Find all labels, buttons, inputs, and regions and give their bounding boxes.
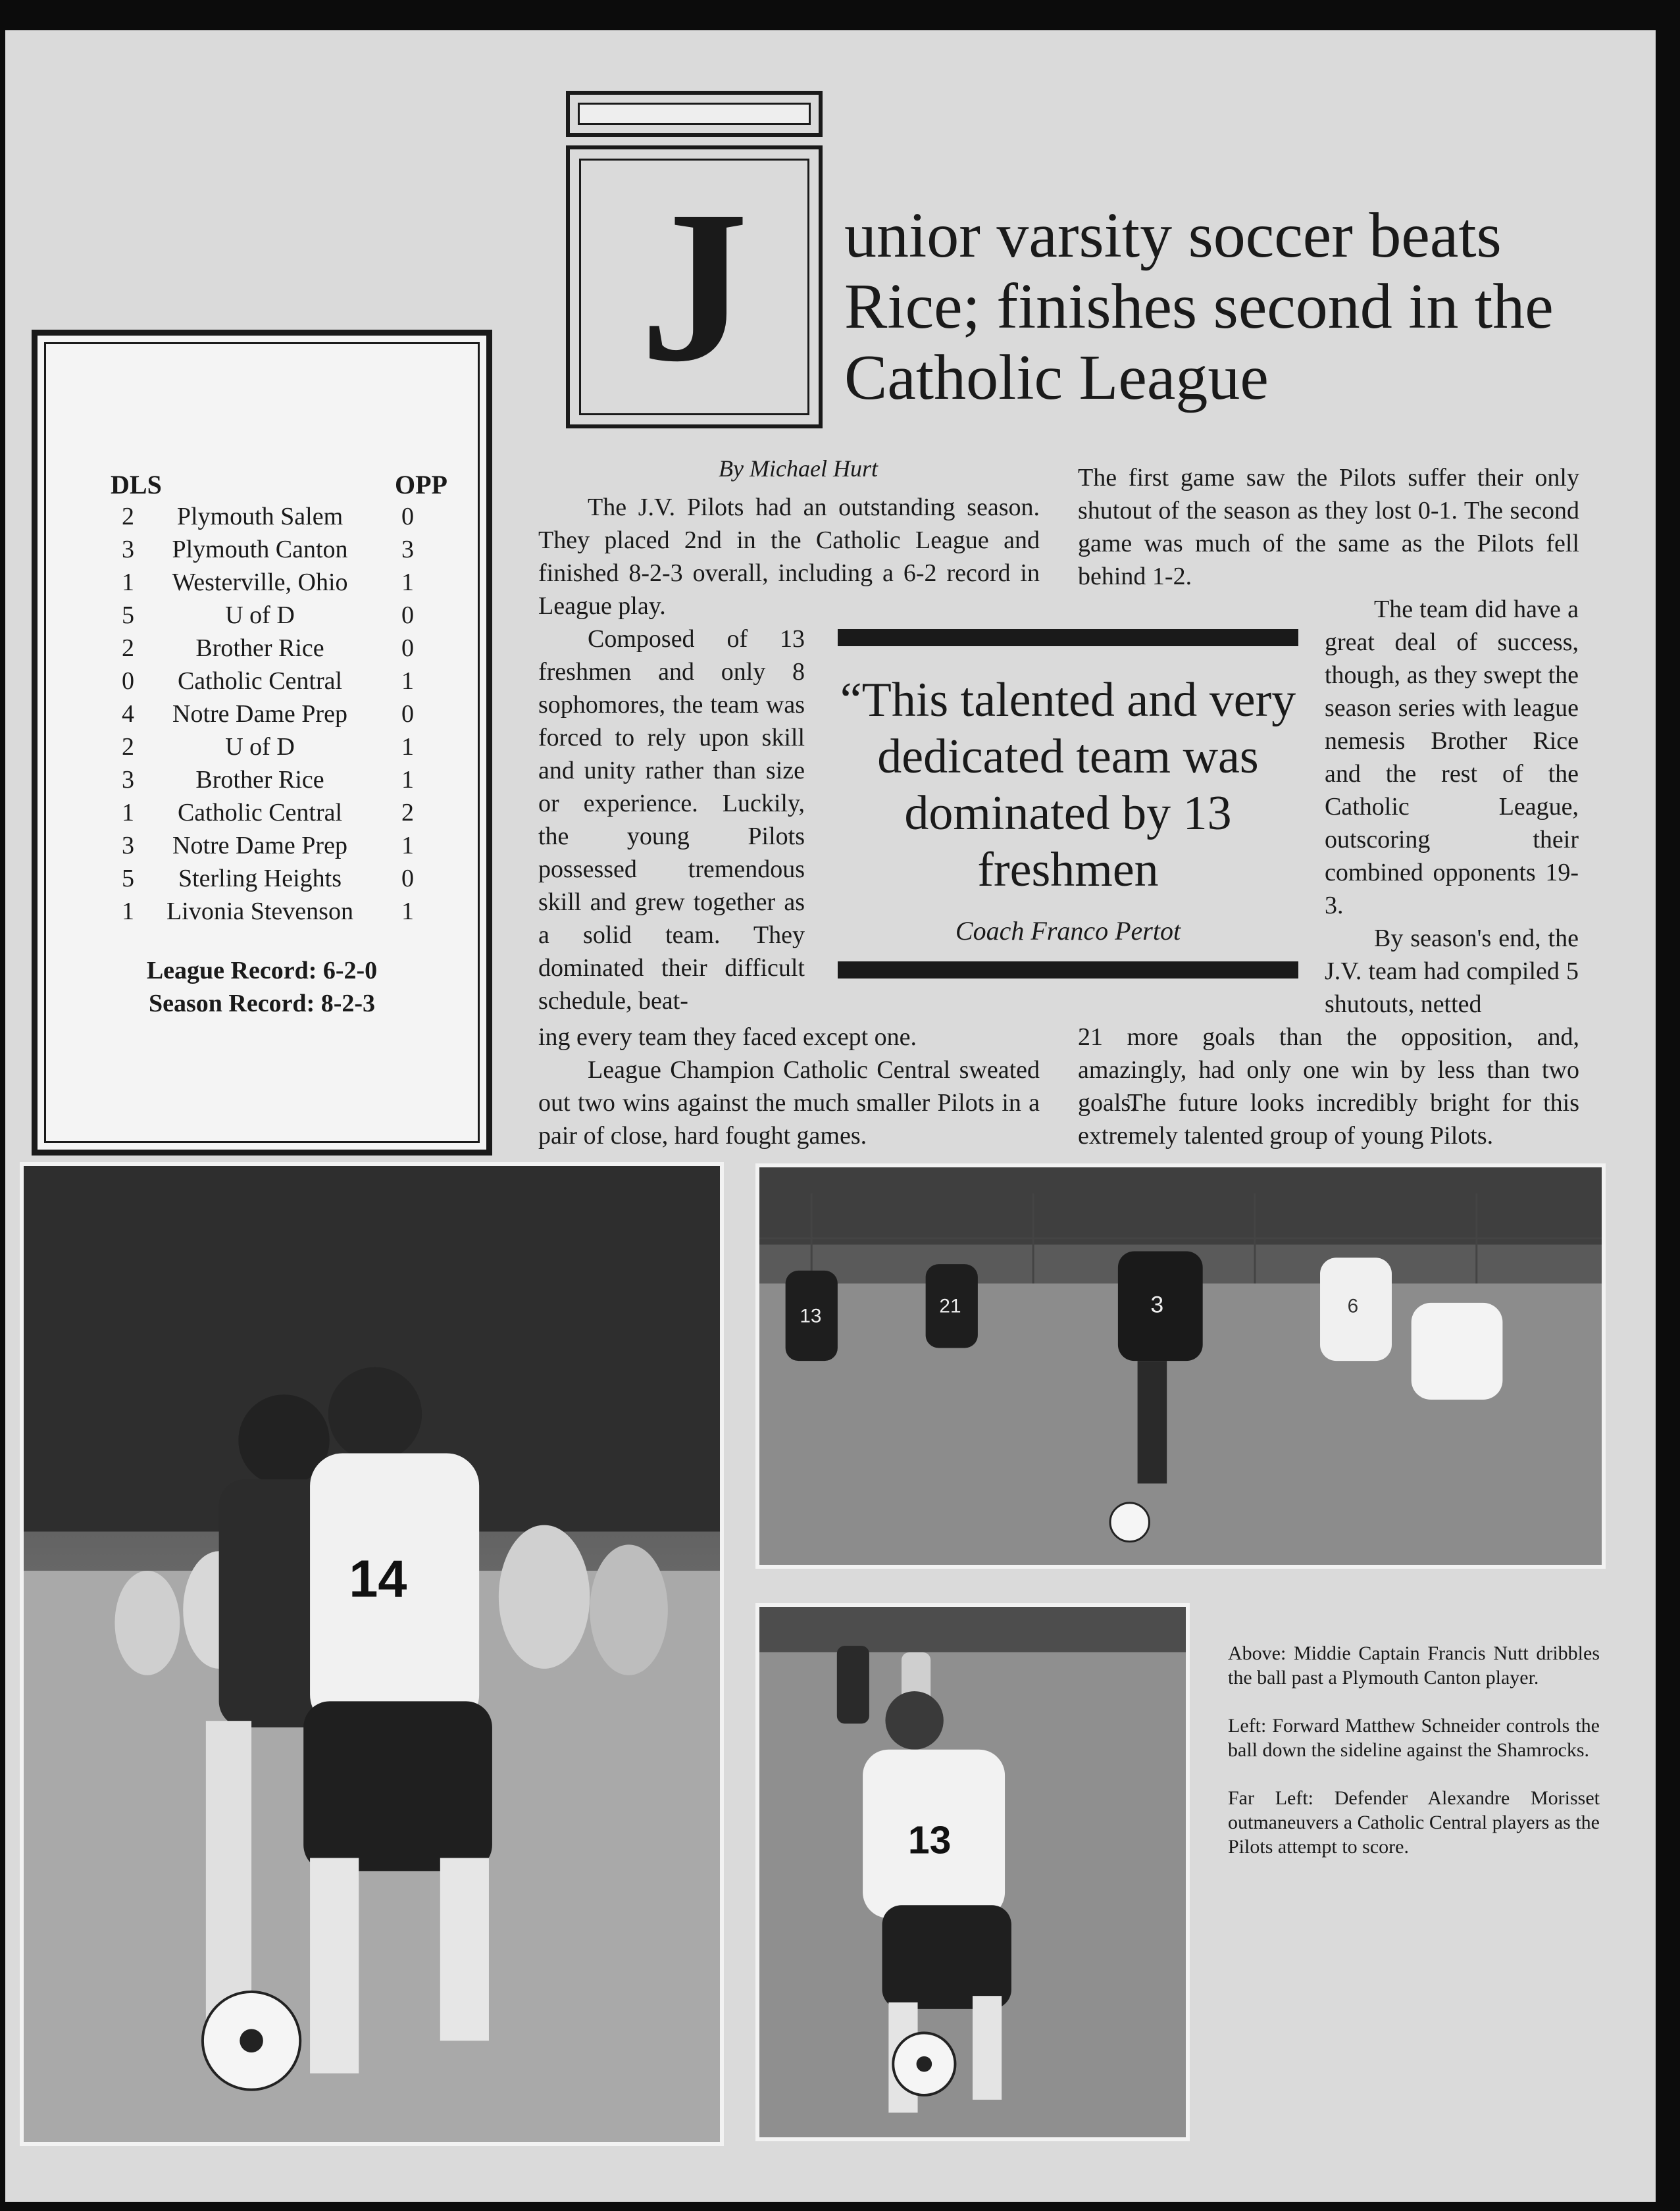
photo-top-right bbox=[755, 1163, 1606, 1569]
score-opponent: Sterling Heights bbox=[178, 865, 342, 892]
pullquote-rule-bottom bbox=[838, 961, 1298, 978]
score-opp: 0 bbox=[401, 634, 414, 662]
score-row bbox=[46, 667, 478, 699]
headline: unior varsity soccer beats Rice; finishes second in the Catholic League bbox=[844, 200, 1554, 413]
byline: By Michael Hurt bbox=[719, 455, 878, 482]
caption-far-left: Far Left: Defender Alexandre Morisset outmaneuvers a Catholic Central players as the Pilots attempt to score. bbox=[1228, 1787, 1600, 1858]
photo-captions bbox=[1228, 1641, 1600, 1883]
score-dls: 5 bbox=[122, 865, 134, 892]
photo-far-left bbox=[20, 1162, 724, 2146]
col2-paragraph-1: The first game saw the Pilots suffer their only shutout of the season as they lost 0-1. The second game was much of the same as the Pilots fell behind 1-2. bbox=[1078, 464, 1579, 590]
score-row bbox=[46, 634, 478, 667]
score-row bbox=[46, 502, 478, 535]
score-opponent: Plymouth Salem bbox=[176, 503, 344, 530]
score-opponent: Livonia Stevenson bbox=[166, 898, 353, 925]
score-row bbox=[46, 601, 478, 634]
score-opponent: U of D bbox=[225, 733, 295, 761]
score-opponent: Plymouth Canton bbox=[172, 536, 348, 563]
score-opponent: Catholic Central bbox=[177, 667, 343, 695]
col2-paragraph-4: The future looks incredibly bright for this extremely talented group of young Pilots. bbox=[1078, 1089, 1579, 1150]
score-dls: 1 bbox=[122, 569, 134, 596]
score-dls: 2 bbox=[122, 634, 134, 662]
score-opp: 0 bbox=[401, 503, 414, 530]
photo-bottom bbox=[755, 1603, 1190, 2141]
score-opp: 1 bbox=[401, 766, 414, 794]
score-row bbox=[46, 732, 478, 765]
score-opp: 1 bbox=[401, 667, 414, 695]
score-opp: 1 bbox=[401, 733, 414, 761]
col2-paragraph-2: The team did have a great deal of success, though, as they swept the season series with league nemesis Brother Rice and the rest of the Catholic League, outscoring their combined opponents 19-3. bbox=[1325, 596, 1579, 919]
score-dls: 2 bbox=[122, 733, 134, 761]
jersey-number-6: 6 bbox=[1347, 1295, 1359, 1317]
score-opp: 0 bbox=[401, 601, 414, 629]
score-opp: 1 bbox=[401, 832, 414, 859]
score-row bbox=[46, 864, 478, 897]
dls-header: DLS bbox=[111, 470, 162, 499]
photo-bottom-image bbox=[759, 1607, 1186, 2137]
drop-cap-box bbox=[566, 145, 823, 428]
col1-paragraph-1: The J.V. Pilots had an outstanding season. They placed 2nd in the Catholic League and finished 8-2-3 overall, including a 6-2 record in League play. bbox=[538, 494, 1040, 620]
drop-cap-letter: J bbox=[640, 166, 749, 407]
col1-paragraph-2: Composed of 13 freshmen and only 8 sophomores, the team was forced to rely upon skill and unity rather than size or experience. Luckily, the young Pilots possessed tremendous skill and grew together as a solid team. They dominated their difficult schedule, beat- bbox=[538, 625, 805, 1015]
pull-quote-credit: Coach Franco Pertot bbox=[955, 916, 1181, 946]
score-dls: 4 bbox=[122, 700, 134, 728]
score-opp: 1 bbox=[401, 898, 414, 925]
score-opponent: Westerville, Ohio bbox=[172, 569, 348, 596]
col2-paragraph-3-end: 21 more goals than the opposition, and, amazingly, had only one win by less than two goals. bbox=[1078, 1023, 1579, 1117]
col1-paragraph-2-end: ing every team they faced except one. bbox=[538, 1023, 917, 1051]
score-dls: 1 bbox=[122, 898, 134, 925]
score-opponent: Brother Rice bbox=[195, 634, 324, 662]
score-row bbox=[46, 568, 478, 601]
scores-box bbox=[32, 330, 492, 1156]
jersey-number-13-top: 13 bbox=[800, 1305, 822, 1327]
score-row bbox=[46, 765, 478, 798]
col1-paragraph-3: League Champion Catholic Central sweated out two wins against the much smaller Pilots in a pair of close, hard fought games. bbox=[538, 1056, 1040, 1150]
yearbook-page bbox=[5, 30, 1656, 2202]
caption-left: Left: Forward Matthew Schneider controls the ball down the sideline against the Shamrocks. bbox=[1228, 1715, 1600, 1761]
league-record: League Record: 6-2-0 bbox=[146, 957, 378, 984]
score-opp: 3 bbox=[401, 536, 414, 563]
score-row bbox=[46, 831, 478, 864]
score-dls: 3 bbox=[122, 832, 134, 859]
opp-header: OPP bbox=[395, 470, 447, 499]
pullquote-rule-top bbox=[838, 629, 1298, 646]
score-dls: 2 bbox=[122, 503, 134, 530]
score-dls: 5 bbox=[122, 601, 134, 629]
score-dls: 0 bbox=[122, 667, 134, 695]
pull-quote: “This talented and very dedicated team was dominated by 13 freshmen bbox=[840, 673, 1296, 897]
score-dls: 1 bbox=[122, 799, 134, 826]
season-record: Season Record: 8-2-3 bbox=[148, 990, 376, 1017]
score-row bbox=[46, 798, 478, 831]
score-opp: 0 bbox=[401, 700, 414, 728]
col2-paragraph-3: By season's end, the J.V. team had compiled 5 shutouts, netted bbox=[1325, 925, 1579, 1018]
score-opponent: Notre Dame Prep bbox=[172, 700, 347, 728]
score-opp: 0 bbox=[401, 865, 414, 892]
caption-above: Above: Middie Captain Francis Nutt dribbles the ball past a Plymouth Canton player. bbox=[1228, 1642, 1600, 1689]
score-opp: 2 bbox=[401, 799, 414, 826]
drop-cap-bar bbox=[566, 91, 823, 137]
photo-top-right-image bbox=[759, 1167, 1602, 1565]
score-dls: 3 bbox=[122, 536, 134, 563]
score-opponent: Catholic Central bbox=[177, 799, 343, 826]
jersey-number-14: 14 bbox=[349, 1549, 407, 1608]
score-opponent: Brother Rice bbox=[195, 766, 324, 794]
jersey-number-13-bottom: 13 bbox=[907, 1818, 952, 1862]
jersey-number-3: 3 bbox=[1150, 1291, 1164, 1318]
jersey-number-21: 21 bbox=[939, 1295, 961, 1317]
photo-far-left-image bbox=[24, 1166, 720, 2142]
score-opponent: Notre Dame Prep bbox=[172, 832, 347, 859]
score-row bbox=[46, 535, 478, 568]
score-opp: 1 bbox=[401, 569, 414, 596]
score-row bbox=[46, 897, 478, 930]
score-opponent: U of D bbox=[225, 601, 295, 629]
score-row bbox=[46, 699, 478, 732]
score-dls: 3 bbox=[122, 766, 134, 794]
